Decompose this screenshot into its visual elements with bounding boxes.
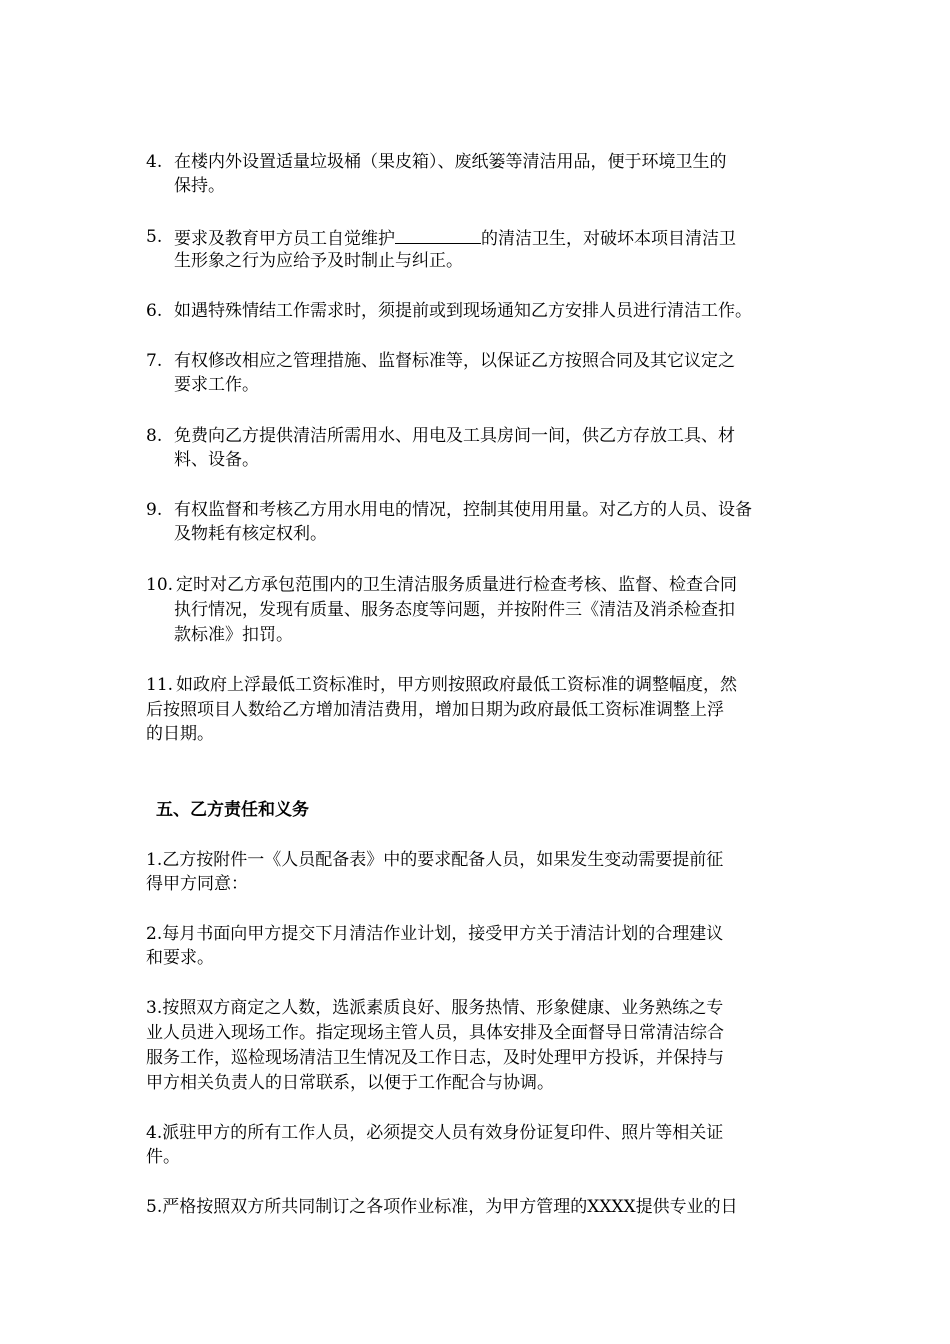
item-text-line: 和要求。	[146, 948, 214, 968]
item-text-line	[174, 225, 736, 251]
item-number: 4.	[146, 152, 163, 172]
section-title: 五、乙方责任和义务	[156, 800, 309, 820]
item-text-line: 业人员进入现场工作。指定现场主管人员，具体安排及全面督导日常清洁综合	[146, 1023, 724, 1043]
item-text-line: 1.乙方按附件一《人员配备表》中的要求配备人员，如果发生变动需要提前征	[146, 850, 724, 870]
item-text-line: 有权监督和考核乙方用水用电的情况，控制其使用用量。对乙方的人员、设备	[174, 500, 752, 520]
item-text-line: 要求工作。	[174, 375, 259, 395]
item-text-line: 5.严格按照双方所共同制订之各项作业标准，为甲方管理的XXXX提供专业的日	[146, 1197, 738, 1217]
item-number: 7.	[146, 351, 163, 371]
item-text-line: 及物耗有核定权利。	[174, 524, 327, 544]
item-text-line: 执行情况，发现有质量、服务态度等问题，并按附件三《清洁及消杀检查扣	[174, 600, 735, 620]
item-text-line: 服务工作，巡检现场清洁卫生情况及工作日志，及时处理甲方投诉，并保持与	[146, 1048, 724, 1068]
item-text-line: 3.按照双方商定之人数，选派素质良好、服务热情、形象健康、业务熟练之专	[146, 998, 724, 1018]
item-text-line: 得甲方同意：	[146, 874, 248, 894]
item-number: 8.	[146, 426, 163, 446]
item-text-line: 免费向乙方提供清洁所需用水、用电及工具房间一间，供乙方存放工具、材	[174, 426, 735, 446]
item-text-line: 4.派驻甲方的所有工作人员，必须提交人员有效身份证复印件、照片等相关证	[146, 1123, 724, 1143]
item-text-line: 定时对乙方承包范围内的卫生清洁服务质量进行检查考核、监督、检查合同	[176, 575, 737, 595]
item-text: 的清洁卫生，对破坏本项目清洁卫	[481, 229, 736, 249]
item-number: 9.	[146, 500, 163, 520]
item-text-line: 如政府上浮最低工资标准时，甲方则按照政府最低工资标准的调整幅度，然	[176, 675, 737, 695]
item-text-line: 2.每月书面向甲方提交下月清洁作业计划，接受甲方关于清洁计划的合理建议	[146, 924, 724, 944]
item-number: 5.	[146, 227, 163, 247]
item-text: 要求及教育甲方员工自觉维护	[174, 229, 395, 249]
item-number: 6.	[146, 301, 163, 321]
item-number: 11.	[146, 675, 174, 695]
item-text-line: 生形象之行为应给予及时制止与纠正。	[174, 251, 463, 271]
item-text-line: 在楼内外设置适量垃圾桶（果皮箱）、废纸篓等清洁用品，便于环境卫生的	[174, 152, 727, 172]
fill-in-blank	[395, 225, 481, 244]
item-text-line: 料、设备。	[174, 450, 259, 470]
item-text-line: 款标准》扣罚。	[174, 625, 293, 645]
item-text-line: 如遇特殊情结工作需求时，须提前或到现场通知乙方安排人员进行清洁工作。	[174, 301, 752, 321]
item-text-line: 保持。	[174, 176, 225, 196]
item-text-line: 件。	[146, 1147, 180, 1167]
item-text-line: 有权修改相应之管理措施、监督标准等，以保证乙方按照合同及其它议定之	[174, 351, 735, 371]
item-text-line: 的日期。	[146, 724, 214, 744]
item-number: 10.	[146, 575, 174, 595]
item-text-line: 甲方相关负责人的日常联系，以便于工作配合与协调。	[146, 1073, 554, 1093]
item-text-line: 后按照项目人数给乙方增加清洁费用，增加日期为政府最低工资标准调整上浮	[146, 700, 724, 720]
